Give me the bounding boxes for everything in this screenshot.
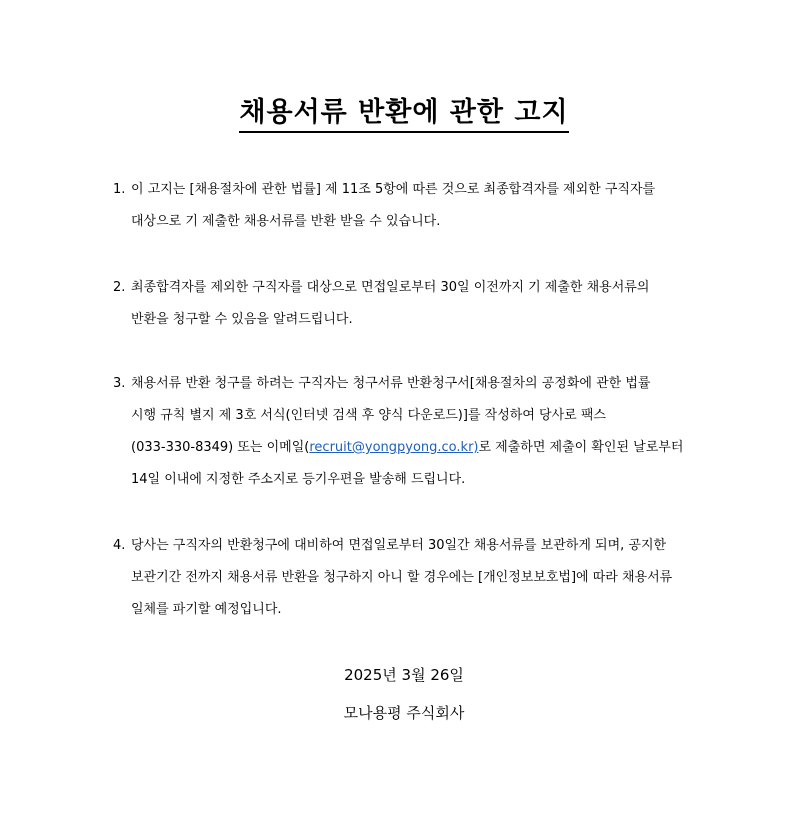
item-number: 3. xyxy=(113,376,126,391)
item-number: 1. xyxy=(113,182,126,197)
item-line: 14일 이내에 지정한 주소지로 등기우편을 발송해 드립니다. xyxy=(131,472,466,487)
page-title-text: 채용서류 반환에 관한 고지 xyxy=(239,97,568,133)
item-line-email xyxy=(113,432,713,464)
email-link[interactable]: recruit@yongpyong.co.kr) xyxy=(309,440,479,455)
item-line-suffix: 로 제출하면 제출이 확인된 날로부터 xyxy=(478,440,684,455)
item-line: 보관기간 전까지 채용서류 반환을 청구하지 아니 할 경우에는 [개인정보보호법]에 따라 채용서류 xyxy=(131,570,673,585)
page-title xyxy=(0,90,791,129)
notice-item-3 xyxy=(113,368,713,496)
notice-item-1 xyxy=(113,174,713,238)
item-number: 4. xyxy=(113,538,126,553)
item-line: 일체를 파기할 예정입니다. xyxy=(131,602,282,617)
company-name: 모나용평 주식회사 xyxy=(343,704,465,722)
notice-item-4 xyxy=(113,530,713,626)
item-line: 대상으로 기 제출한 채용서류를 반환 받을 수 있습니다. xyxy=(131,214,441,229)
item-line: 채용서류 반환 청구를 하려는 구직자는 청구서류 반환청구서[채용절차의 공정화에 관한 법률 xyxy=(131,376,651,391)
item-line: 최종합격자를 제외한 구직자를 대상으로 면접일로부터 30일 이전까지 기 제출한 채용서류의 xyxy=(131,280,650,295)
item-line: 시행 규칙 별지 제 3호 서식(인터넷 검색 후 양식 다운로드)]를 작성하여 당사로 팩스 xyxy=(131,408,606,423)
item-number: 2. xyxy=(113,280,126,295)
item-line-prefix: (033-330-8349) 또는 이메일( xyxy=(131,440,310,455)
item-line: 당사는 구직자의 반환청구에 대비하여 면접일로부터 30일간 채용서류를 보관하게 되며, 공지한 xyxy=(131,538,667,553)
item-line: 반환을 청구할 수 있음을 알려드립니다. xyxy=(131,312,353,327)
notice-item-2 xyxy=(113,272,713,336)
item-line: 이 고지는 [채용절차에 관한 법률] 제 11조 5항에 따른 것으로 최종합격자를 제외한 구직자를 xyxy=(131,182,656,197)
notice-date: 2025년 3월 26일 xyxy=(344,666,464,684)
